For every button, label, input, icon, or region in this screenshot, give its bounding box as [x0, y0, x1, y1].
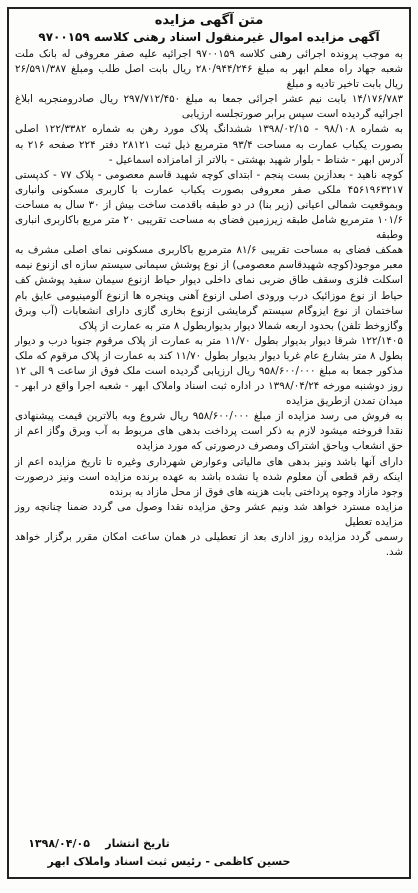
publish-date: ۱۳۹۸/۰۴/۰۵ [28, 837, 90, 850]
notice-page [7, 7, 411, 879]
notice-title: متن آگهی مزایده [154, 13, 264, 28]
signatory-name: حسین کاظمی - رئیس ثبت اسناد واملاک ابهر [47, 855, 291, 868]
notice-paragraph: همکف فضای به مساحت تقریبی ۸۱/۶ مترمربع باکاربری مسکونی نمای اصلی مشرف به معبر موجود(کوچه شهیدقاسم معصومی) از نوع پوشش سیمانی سیستم سازه ای ازنوع نیمه اسکلت فلزی وسقف طاق ضربی نمای داخلی دیوار حیاط ازنوع سیمان سفید پوشش کف حیاط از نوع موزائیک درب ورودی اصلی ازنوع آهنی وپنجره ها ازنوع آلومینیومی عایق بام ساختمان از نوع ایزوگام سیستم گرمایشی ازنوع بخاری گازی دارای انشعابات (آب وبرق وگازوخط تلفن) بحدود اربعه شمالا دیوار بدیواربطول ۸ متر به عمارت از پلاک [15, 244, 403, 332]
signature-block [19, 835, 319, 871]
notice-body [15, 47, 403, 560]
notice-paragraph: رسمی گردد مزایده روز اداری بعد از تعطیلی در همان ساعت امکان مقرر برگزار خواهد شد. [15, 531, 403, 559]
notice-paragraph: ۱۴/۱۷۶/۷۸۳ بابت نیم عشر اجرائی جمعا به مبلغ ۲۹۷/۷۱۲/۴۵۰ ریال صادرومنجربه ابلاغ اجرائیه گردیده است سپس برابر صورتجلسه ارزیابی [15, 93, 403, 121]
publish-label: تاریخ انتشار [105, 837, 170, 850]
notice-paragraph: به فروش می رسد مزایده از مبلغ ۹۵۸/۶۰۰/۰۰۰ ریال شروع وبه بالاترین قیمت پیشنهادی نقدا فروخته میشود لازم به ذکر است پرداخت بدهی های مربوط به آب وبرق وگاز اعم از حق انشعاب ویاحق اشتراک ومصرف درصورتی که مورد مزایده [15, 410, 403, 453]
notice-paragraph: دارای آنها باشد ونیز بدهی های مالیاتی وعوارض شهرداری وغیره تا تاریخ مزایده اعم از اینکه رقم قطعی آن معلوم شده یا نشده باشد به عهده برنده مزایده است ونیز درصورت وجود مازاد وجوه پرداختی بابت هزینه های فوق از محل مازاد به برنده [15, 455, 403, 498]
publish-date-line [7, 835, 249, 853]
notice-paragraph: به شماره ۹۸/۱۰۸ - ۱۳۹۸/۰۲/۱۵ ششدانگ پلاک مورد رهن به شماره ۱۲۲/۳۳۸۲ اصلی بصورت یکباب عمارت به مساحت ۹۳/۴ مترمربع ذیل ثبت ۲۸۱۲۱ دفتر ۲۲۴ صفحه ۲۱۶ به آدرس ابهر - شناط - بلوار شهید بهشتی - بالاتر از امامزاده اسماعیل - [15, 123, 403, 166]
notice-paragraph: کوچه ناهید - بعدازبن بست پنجم - ابتدای کوچه شهید قاسم معصومی - پلاک ۷۷ - کدپستی ۴۵۶۱۹۶۳۲۱۷ ملکی صفر معروفی بصورت یکباب عمارت با کاربری مسکونی وانباری وبموقعیت شمالی اعیانی (زیر بنا) در دو طبقه باقدمت ساخت بیش از ۳۰ سال به مساحت ۱۰۱/۶ مترمربع شامل طبقه زیرزمین فضای به مساحت تقریبی ۲۰ متر مربع باکاربری انباری وطبقه [15, 168, 404, 242]
notice-paragraph: به موجب پرونده اجرائی رهنی کلاسه ۹۷۰۰۱۵۹ اجرائیه علیه صفر معروفی له بانک ملت شعبه جهاد راه معلم ابهر به مبلغ ۲۸۰/۹۴۴/۲۴۶ ریال بابت اصل طلب ومبلغ ۲۶/۵۹۱/۳۸۷ ریال بابت تاخیر تادیه و مبلغ [15, 48, 403, 91]
notice-paragraph: ۱۲۲/۱۴۰۵ شرقا دیوار بدیوار بطول ۱۱/۷۰ متر به عمارت از پلاک مرقوم جنوبا درب و دیوار بطول ۸ متر بشارع عام غربا دیوار بدیوار بطول ۱۱/۷۰ کند به عمارت از پلاک مرقوم که ملک مذکور جمعا به مبلغ ۹۵۸/۶۰۰/۰۰۰ ریال ارزیابی گردیده است ملک فوق از ساعت ۹ الی ۱۲ روز دوشنبه مورخه ۱۳۹۸/۰۴/۲۴ در اداره ثبت اسناد واملاک ابهر - شعبه اجرا واقع در ابهر - میدان تمدن ازطریق مزایده [15, 334, 404, 408]
notice-paragraph: مزایده مسترد خواهد شد ونیم عشر وحق مزایده نقدا وصول می گردد ضمنا چنانچه روز مزایده تعطیل [15, 500, 403, 528]
notice-subtitle: آگهی مزایده اموال غیرمنقول اسناد رهنی کلاسه ۹۷۰۰۱۵۹ [38, 30, 380, 44]
